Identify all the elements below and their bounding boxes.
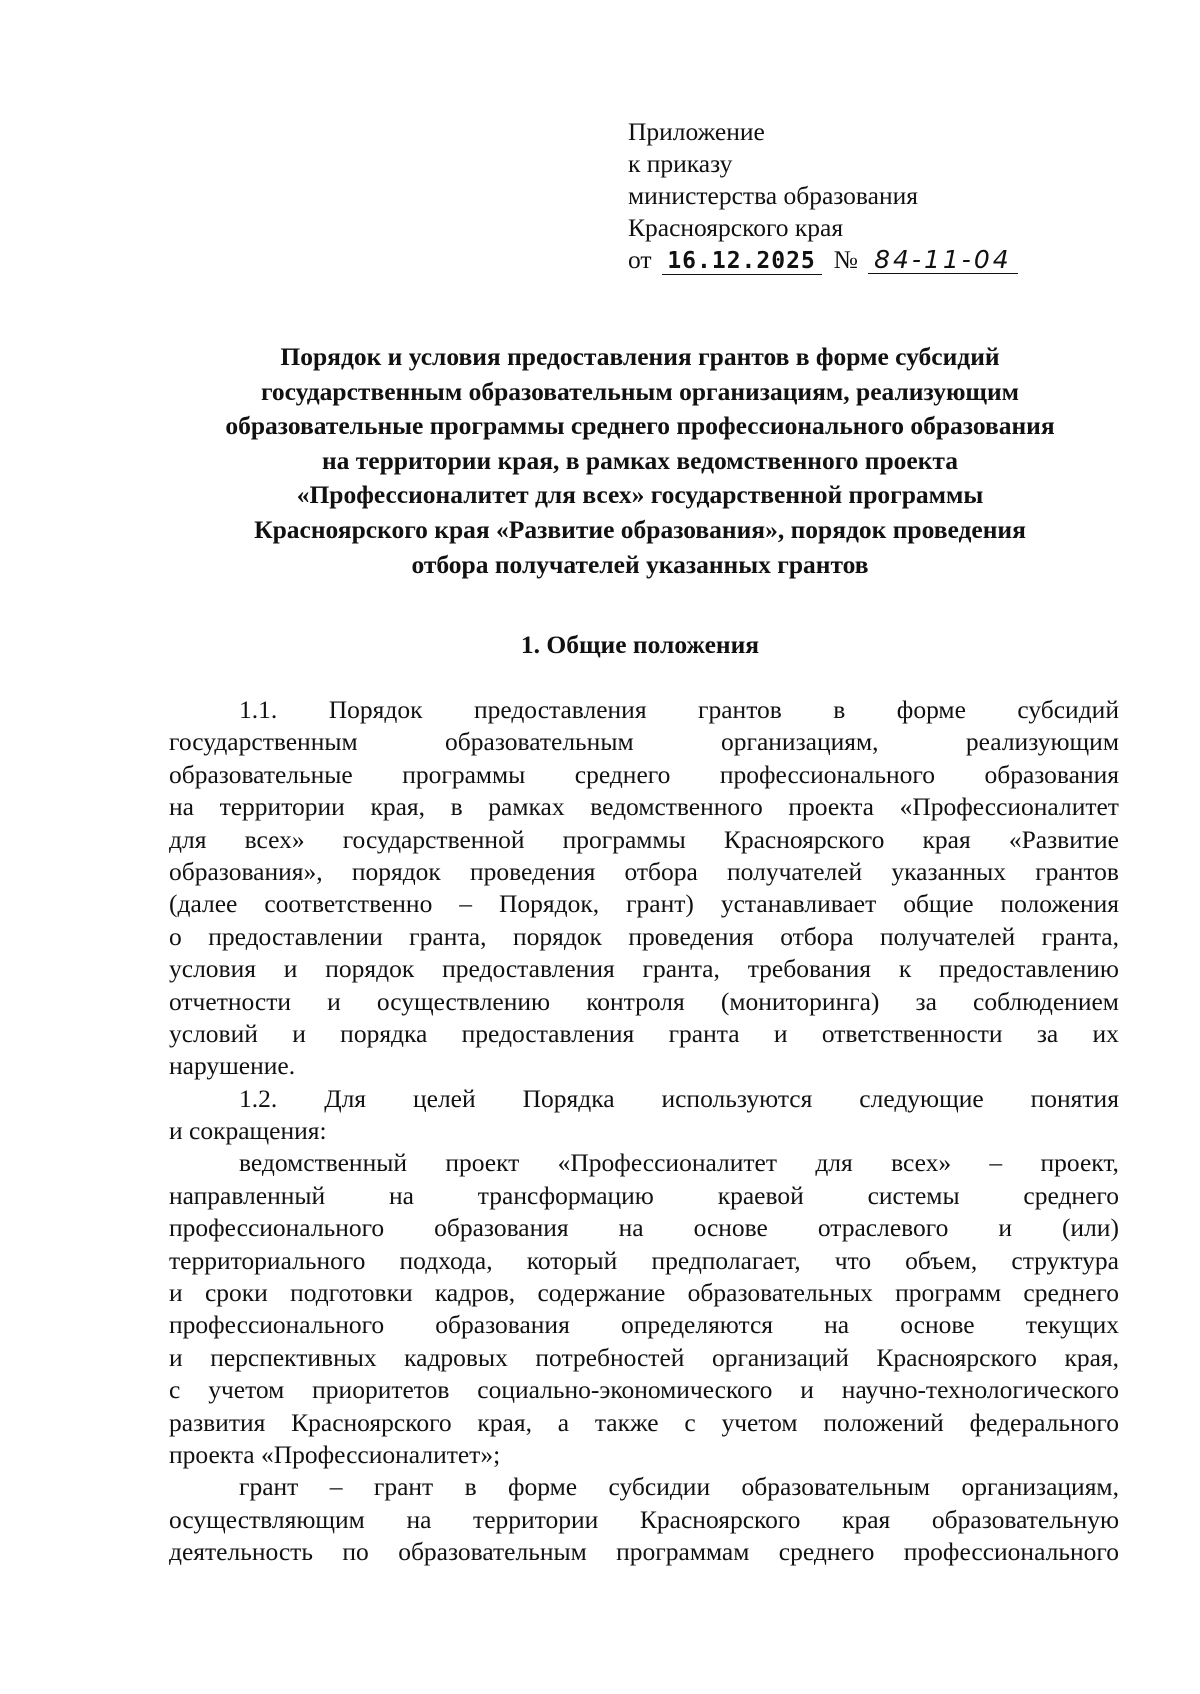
body-line: развития Красноярского края, а также с учетом положений федерального: [169, 1407, 1119, 1437]
appendix-line: министерства образования: [628, 181, 918, 210]
body-line: образования», порядок проведения отбора получателей указанных грантов: [169, 856, 1119, 886]
body-line: о предоставлении гранта, порядок проведения отбора получателей гранта,: [169, 921, 1119, 951]
body-line: направленный на трансформацию краевой системы среднего: [169, 1180, 1119, 1210]
title-line: Красноярского края «Развитие образования», порядок проведения: [254, 514, 1026, 544]
body-line: нарушение.: [169, 1051, 296, 1081]
title-line: государственным образовательным организациям, реализующим: [260, 376, 1020, 406]
body-line: профессионального образования определяются на основе текущих: [169, 1310, 1119, 1340]
body-line: (далее соответственно – Порядок, грант) устанавливает общие положения: [169, 889, 1119, 919]
body-line: территориального подхода, который предполагает, что объем, структура: [169, 1245, 1119, 1275]
order-number-handwritten: 84-11-04: [868, 247, 1018, 274]
body-line: проекта «Профессионалитет»;: [169, 1439, 501, 1469]
title-line: Порядок и условия предоставления грантов в форме субсидий: [280, 342, 1000, 371]
order-date-stamp: 16.12.2025: [662, 248, 822, 275]
body-line: на территории края, в рамках ведомственного проекта «Профессионалитет: [169, 792, 1119, 822]
body-line: отчетности и осуществлению контроля (мониторинга) за соблюдением: [169, 986, 1119, 1016]
appendix-line: Приложение: [628, 117, 765, 146]
appendix-block: [628, 116, 1018, 276]
body-line: ведомственный проект «Профессионалитет для всех» – проект,: [239, 1148, 1119, 1178]
body-line: 1.1. Порядок предоставления грантов в форме субсидий: [239, 695, 1119, 724]
body-line: и перспективных кадровых потребностей организаций Красноярского края,: [169, 1342, 1119, 1372]
body-line: условий и порядка предоставления гранта и ответственности за их: [169, 1018, 1119, 1048]
body-line: осуществляющим на территории Красноярского края образовательную: [169, 1504, 1119, 1534]
appendix-line: к приказу: [628, 149, 733, 178]
title-line: отбора получателей указанных грантов: [411, 549, 869, 579]
title-line: «Профессионалитет для всех» государственной программы: [296, 480, 984, 510]
title-line: на территории края, в рамках ведомственного проекта: [321, 445, 959, 475]
body-line: и сокращения:: [169, 1116, 327, 1146]
body-line: профессионального образования на основе отраслевого и (или): [169, 1213, 1119, 1243]
body-line: условия и порядок предоставления гранта, требования к предоставлению: [169, 954, 1119, 984]
body-line: для всех» государственной программы Красноярского края «Развитие: [169, 824, 1119, 854]
body-text: [169, 694, 1119, 1569]
body-line: государственным образовательным организациям, реализующим: [169, 727, 1119, 757]
from-label: от: [628, 245, 652, 274]
number-label: №: [833, 245, 858, 274]
document-title: [160, 340, 1120, 582]
body-line: с учетом приоритетов социально-экономического и научно-технологического: [169, 1375, 1119, 1405]
order-date-number-line: [628, 244, 1018, 276]
body-line: грант – грант в форме субсидии образовательным организациям,: [239, 1472, 1119, 1502]
title-line: образовательные программы среднего профессионального образования: [225, 411, 1055, 441]
body-line: 1.2. Для целей Порядка используются следующие понятия: [239, 1083, 1119, 1113]
body-line: образовательные программы среднего профессионального образования: [169, 759, 1119, 789]
section-heading: 1. Общие положения: [520, 630, 760, 659]
appendix-line: Красноярского края: [628, 213, 844, 242]
body-line: деятельность по образовательным программам среднего профессионального: [169, 1537, 1119, 1567]
body-line: и сроки подготовки кадров, содержание образовательных программ среднего: [169, 1278, 1119, 1308]
